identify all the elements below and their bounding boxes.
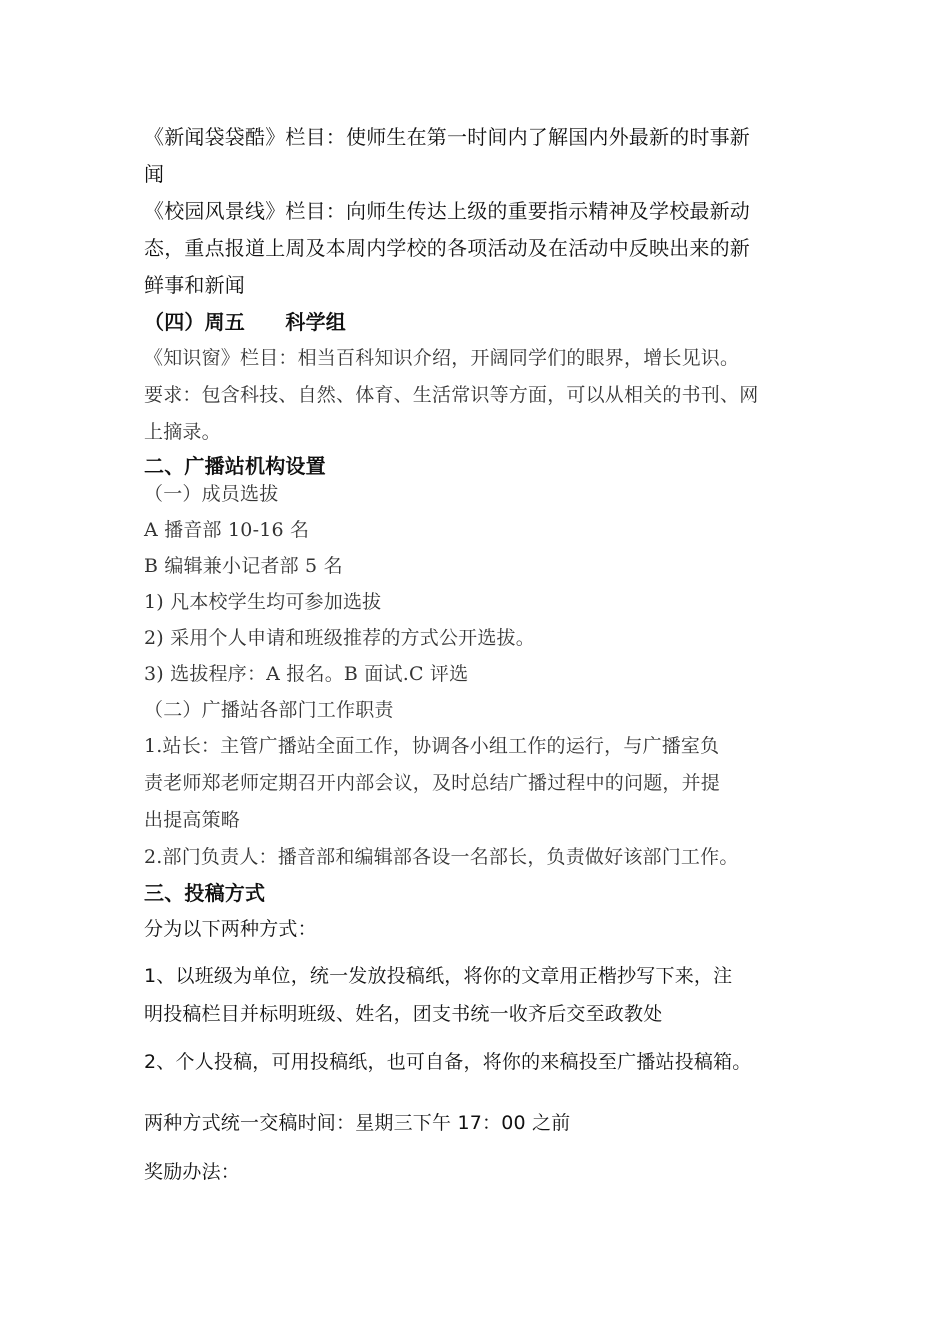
section-station-structure-heading: 二、广播站机构设置 bbox=[144, 454, 326, 478]
list-item-selection-procedure: 3) 选拔程序：A 报名。B 面试.C 评选 bbox=[144, 663, 469, 685]
paragraph-submission-method-1-line-1: 1、以班级为单位，统一发放投稿纸，将你的文章用正楷抄写下来，注 bbox=[144, 965, 733, 987]
list-item-editor-dept: B 编辑兼小记者部 5 名 bbox=[144, 555, 343, 577]
list-item-broadcast-dept: A 播音部 10-16 名 bbox=[144, 519, 310, 541]
subheading-department-duties: （二）广播站各部门工作职责 bbox=[144, 699, 394, 721]
paragraph-campus-column-line-3: 鲜事和新闻 bbox=[144, 273, 245, 297]
paragraph-station-head-line-1: 1.站长：主管广播站全面工作，协调各小组工作的运行，与广播室负 bbox=[144, 735, 720, 757]
paragraph-knowledge-column-line-2: 要求：包含科技、自然、体育、生活常识等方面，可以从相关的书刊、网 bbox=[144, 384, 759, 406]
paragraph-campus-column-line-2: 态，重点报道上周及本周内学校的各项活动及在活动中反映出来的新 bbox=[144, 236, 750, 260]
section-submission-heading: 三、投稿方式 bbox=[144, 881, 266, 905]
paragraph-station-head-line-3: 出提高策略 bbox=[144, 809, 241, 831]
list-item-application-method: 2) 采用个人申请和班级推荐的方式公开选拔。 bbox=[144, 627, 535, 649]
subheading-member-selection: （一）成员选拔 bbox=[144, 483, 279, 505]
paragraph-submission-intro: 分为以下两种方式： bbox=[144, 918, 317, 940]
paragraph-department-head: 2.部门负责人：播音部和编辑部各设一名部长，负责做好该部门工作。 bbox=[144, 846, 739, 868]
paragraph-campus-column-line-1: 《校园风景线》栏目：向师生传达上级的重要指示精神及学校最新动 bbox=[144, 199, 750, 223]
paragraph-submission-method-1-line-2: 明投稿栏目并标明班级、姓名，团支书统一收齐后交至政教处 bbox=[144, 1003, 663, 1025]
paragraph-knowledge-column-line-1: 《知识窗》栏目：相当百科知识介绍，开阔同学们的眼界，增长见识。 bbox=[144, 347, 740, 369]
section-friday-science-heading: （四）周五 科学组 bbox=[144, 310, 346, 334]
paragraph-knowledge-column-line-3: 上摘录。 bbox=[144, 421, 221, 443]
paragraph-deadline: 两种方式统一交稿时间：星期三下午 17：00 之前 bbox=[144, 1112, 571, 1134]
paragraph-station-head-line-2: 责老师郑老师定期召开内部会议，及时总结广播过程中的问题，并提 bbox=[144, 772, 721, 794]
list-item-eligibility: 1) 凡本校学生均可参加选拔 bbox=[144, 591, 382, 613]
paragraph-reward-methods: 奖励办法： bbox=[144, 1161, 241, 1183]
paragraph-submission-method-2: 2、个人投稿，可用投稿纸，也可自备，将你的来稿投至广播站投稿箱。 bbox=[144, 1051, 752, 1073]
paragraph-news-column-line-2: 闻 bbox=[144, 162, 165, 186]
paragraph-news-column-line-1: 《新闻袋袋酷》栏目：使师生在第一时间内了解国内外最新的时事新 bbox=[144, 125, 750, 149]
